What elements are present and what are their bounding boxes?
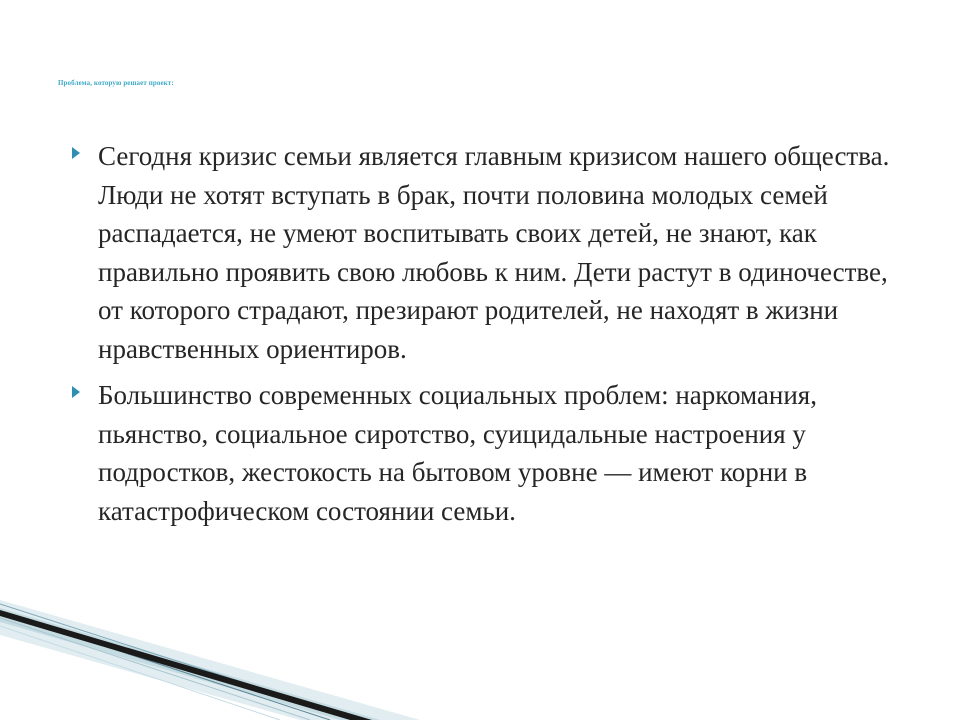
triangle-bullet-icon [72, 386, 80, 398]
decorative-wave-lines [0, 560, 960, 720]
bullet-text: Большинство современных социальных проблем: наркомания, пьянство, социальное сиротство, суицидальные настроения у подростков, жестокость на бытовом уровне — имеют корни в катастрофическом состоянии семьи. [98, 380, 817, 526]
slide-title: Проблема, которую решает проект: [58, 79, 174, 87]
bullet-item [72, 137, 912, 368]
deco-line [0, 618, 310, 720]
deco-light-band [0, 600, 420, 720]
bullet-text: Сегодня кризис семьи является главным кризисом нашего общества. Люди не хотят вступать в брак, почти половина молодых семей распадается, не умеют воспитывать своих детей, не знают, как правильно проявить свою любовь к ним. Дети растут в одиночестве, от которого страдают, презирают родителей, не находят в жизни нравственных ориентиров. [98, 141, 890, 364]
bullet-list [72, 137, 912, 538]
bullet-item [72, 376, 912, 530]
triangle-bullet-icon [72, 147, 80, 159]
